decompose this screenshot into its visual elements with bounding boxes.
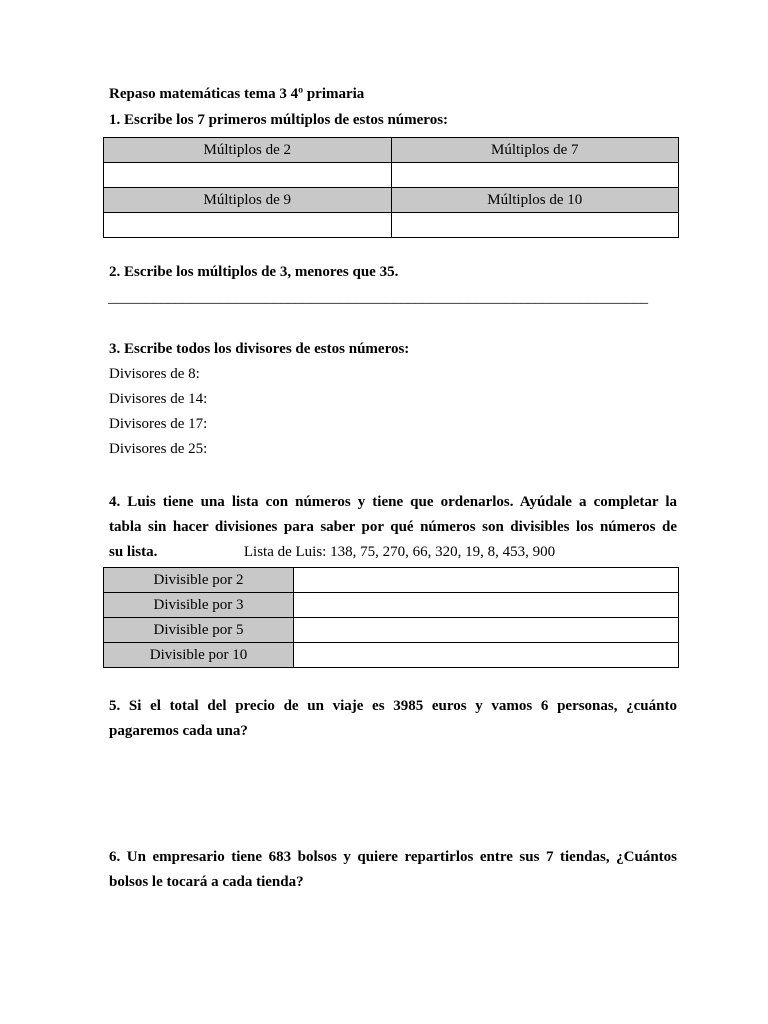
worksheet-title: Repaso matemáticas tema 3 4º primaria (109, 86, 365, 102)
luis-list: Lista de Luis: 138, 75, 270, 66, 320, 19, 8, 453, 900 (243, 544, 556, 560)
question-1-prompt: 1. Escribe los 7 primeros múltiplos de estos números: (109, 112, 449, 128)
multiples-header: Múltiplos de 9 (104, 188, 392, 213)
divisors-item: Divisores de 14: (109, 391, 208, 407)
divisors-item: Divisores de 17: (109, 416, 208, 432)
answer-cell[interactable] (104, 213, 392, 238)
answer-cell[interactable] (294, 618, 679, 643)
question-6-prompt (109, 845, 677, 895)
divisors-item: Divisores de 8: (109, 366, 200, 382)
multiples-header: Múltiplos de 2 (104, 138, 392, 163)
divisibility-label: Divisible por 5 (104, 618, 294, 643)
multiples-table (103, 137, 679, 238)
question-5-line: pagaremos cada una? (109, 723, 248, 739)
question-4-line (109, 540, 677, 565)
divisors-item: Divisores de 25: (109, 441, 208, 457)
answer-cell[interactable] (294, 643, 679, 668)
answer-cell[interactable] (104, 163, 392, 188)
question-4-line: tabla sin hacer divisiones para saber por qué números son divisibles los números de (109, 519, 677, 535)
question-6-line: 6. Un empresario tiene 683 bolsos y quiere repartirlos entre sus 7 tiendas, ¿Cuántos (109, 849, 677, 865)
divisibility-label: Divisible por 10 (104, 643, 294, 668)
multiples-header: Múltiplos de 7 (391, 138, 679, 163)
question-6-line: bolsos le tocará a cada tienda? (109, 874, 304, 890)
question-5-prompt (109, 694, 677, 744)
question-4-prompt (109, 490, 677, 565)
question-3-prompt: 3. Escribe todos los divisores de estos números: (109, 341, 410, 357)
multiples-header: Múltiplos de 10 (391, 188, 679, 213)
question-5-line: 5. Si el total del precio de un viaje es 3985 euros y vamos 6 personas, ¿cuánto (109, 698, 677, 714)
divisibility-label: Divisible por 2 (104, 568, 294, 593)
question-2-prompt: 2. Escribe los múltiplos de 3, menores que 35. (109, 264, 399, 280)
question-4-line-end: su lista. (109, 544, 158, 560)
answer-cell[interactable] (294, 593, 679, 618)
answer-line[interactable]: ________________________________________________________________________ (108, 290, 648, 306)
question-4-line: 4. Luis tiene una lista con números y tiene que ordenarlos. Ayúdale a completar la (109, 494, 677, 510)
answer-cell[interactable] (391, 213, 679, 238)
answer-cell[interactable] (391, 163, 679, 188)
divisibility-table (103, 567, 679, 668)
answer-cell[interactable] (294, 568, 679, 593)
divisibility-label: Divisible por 3 (104, 593, 294, 618)
